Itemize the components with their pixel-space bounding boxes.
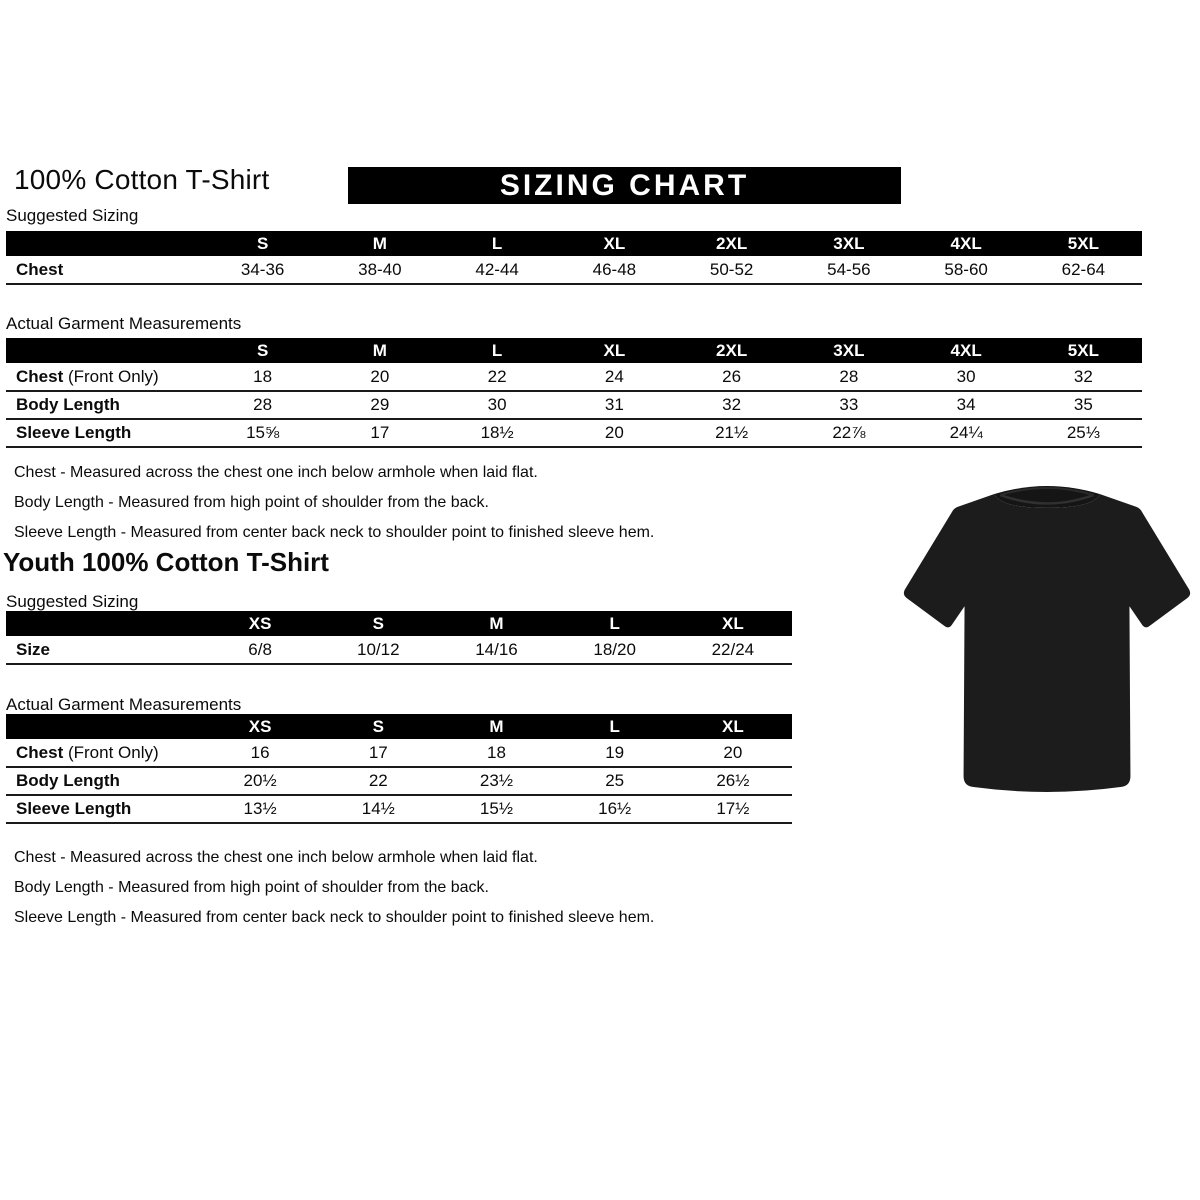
measurement-cell: 18 — [253, 366, 273, 386]
measurement-cell: 17 — [368, 742, 388, 762]
measurement-cell: 22/24 — [711, 639, 755, 659]
measurement-cell: 22 — [368, 771, 388, 790]
measurement-row — [6, 795, 792, 823]
measurement-cell: 34-36 — [240, 259, 285, 279]
size-header-cell: XS — [201, 714, 319, 739]
size-header-cell: XL — [556, 231, 673, 256]
measurement-cell: 17 — [370, 423, 390, 442]
measurement-cell: 18 — [487, 742, 506, 762]
measurement-cell: 58-60 — [944, 259, 988, 279]
measurement-cell: 20 — [604, 423, 624, 442]
size-header-cell: L — [439, 231, 556, 256]
measurement-cell: 16 — [250, 742, 270, 762]
measurement-cell: 18½ — [480, 423, 514, 442]
row-label: Body Length — [16, 771, 120, 790]
measurement-cell: 26 — [722, 366, 742, 386]
size-header-cell: XL — [674, 611, 792, 636]
measurement-cell: 18/20 — [593, 639, 636, 659]
measurement-cell: 15⅝ — [246, 423, 280, 442]
adult-measurement-notes — [14, 458, 654, 548]
size-header-cell: S — [204, 338, 321, 363]
header-spacer-cell — [6, 338, 204, 363]
size-header-cell: XL — [556, 338, 673, 363]
measurement-row — [6, 636, 792, 664]
adult-actual-measurements-label: Actual Garment Measurements — [6, 314, 242, 333]
youth-section-title: Youth 100% Cotton T-Shirt — [3, 547, 329, 577]
size-header-cell: L — [439, 338, 556, 363]
measurement-cell: 24 — [604, 366, 624, 386]
row-label: Sleeve Length — [16, 799, 132, 818]
measurement-cell: 14/16 — [475, 639, 518, 659]
measurement-cell: 22 — [487, 366, 507, 386]
measurement-row — [6, 419, 1142, 447]
size-header-row — [6, 714, 792, 739]
measurement-cell: 54-56 — [827, 259, 871, 279]
sizing-chart-banner-text: SIZING CHART — [499, 168, 750, 202]
measurement-cell: 50-52 — [709, 259, 754, 279]
measurement-cell: 21½ — [715, 423, 749, 442]
measurement-cell: 25⅓ — [1066, 423, 1100, 442]
size-header-cell: 4XL — [908, 231, 1025, 256]
note-line: Body Length - Measured from high point of shoulder from the back. — [14, 879, 489, 896]
adult-suggested-sizing-label: Suggested Sizing — [6, 206, 139, 225]
row-label: Body Length — [16, 395, 120, 414]
size-header-cell: 2XL — [673, 231, 790, 256]
measurement-cell: 29 — [370, 395, 390, 414]
note-line: Chest - Measured across the chest one inch below armhole when laid flat. — [14, 849, 538, 866]
black-tshirt-image — [898, 477, 1196, 809]
size-header-cell: M — [437, 714, 555, 739]
measurement-cell: 25 — [605, 771, 625, 790]
measurement-cell: 28 — [839, 366, 859, 386]
size-header-row — [6, 231, 1142, 256]
measurement-cell: 22⅞ — [832, 423, 866, 442]
size-header-cell: 5XL — [1025, 338, 1142, 363]
note-line: Sleeve Length - Measured from center back neck to shoulder point to finished sleeve hem. — [14, 909, 655, 926]
size-header-cell: S — [319, 611, 437, 636]
size-header-cell: XS — [201, 611, 319, 636]
size-header-row — [6, 338, 1142, 363]
measurement-cell: 24¼ — [949, 423, 983, 442]
measurement-cell: 46-48 — [592, 259, 637, 279]
measurement-cell: 26½ — [716, 771, 750, 790]
youth-measurement-notes — [14, 843, 654, 933]
measurement-row — [6, 256, 1142, 284]
row-label: Chest — [16, 259, 64, 279]
size-header-cell: 2XL — [673, 338, 790, 363]
measurement-cell: 16½ — [598, 799, 632, 818]
size-header-cell: L — [556, 611, 674, 636]
measurement-cell: 32 — [722, 395, 742, 414]
measurement-cell: 32 — [1073, 366, 1093, 386]
row-label: Chest (Front Only) — [16, 366, 159, 386]
measurement-cell: 28 — [253, 395, 273, 414]
size-header-cell: 4XL — [908, 338, 1025, 363]
row-label: Size — [16, 639, 51, 659]
size-header-cell: 3XL — [790, 338, 907, 363]
measurement-cell: 19 — [605, 742, 625, 762]
header-spacer-cell — [6, 231, 204, 256]
measurement-cell: 14½ — [361, 799, 395, 818]
measurement-cell: 62-64 — [1061, 259, 1106, 279]
measurement-cell: 13½ — [243, 799, 277, 818]
measurement-cell: 38-40 — [358, 259, 402, 279]
youth-suggested-sizing-table — [6, 611, 792, 665]
measurement-cell: 31 — [604, 395, 624, 414]
size-header-cell: M — [437, 611, 555, 636]
page-title: 100% Cotton T-Shirt — [14, 164, 270, 195]
size-header-cell: 5XL — [1025, 231, 1142, 256]
measurement-cell: 30 — [487, 395, 507, 414]
size-header-cell: M — [321, 338, 438, 363]
header-spacer-cell — [6, 714, 201, 739]
youth-actual-measurements-label: Actual Garment Measurements — [6, 695, 242, 714]
size-header-cell: XL — [674, 714, 792, 739]
size-header-row — [6, 611, 792, 636]
measurement-cell: 10/12 — [357, 639, 400, 659]
measurement-cell: 35 — [1073, 395, 1093, 414]
tshirt-graphic — [898, 477, 1196, 809]
note-line: Chest - Measured across the chest one inch below armhole when laid flat. — [14, 464, 538, 481]
size-header-cell: S — [204, 231, 321, 256]
row-label: Sleeve Length — [16, 423, 132, 442]
measurement-row — [6, 363, 1142, 391]
measurement-cell: 17½ — [716, 799, 750, 818]
adult-actual-measurements-table — [6, 338, 1142, 448]
measurement-row — [6, 739, 792, 767]
youth-suggested-sizing-label: Suggested Sizing — [6, 592, 139, 611]
sizing-chart-banner — [348, 167, 901, 204]
measurement-cell: 15½ — [479, 799, 514, 818]
measurement-cell: 33 — [839, 395, 859, 414]
row-label: Chest (Front Only) — [16, 742, 159, 762]
size-header-cell: S — [319, 714, 437, 739]
measurement-row — [6, 767, 792, 795]
note-line: Body Length - Measured from high point of shoulder from the back. — [14, 494, 489, 511]
measurement-cell: 6/8 — [248, 639, 272, 659]
measurement-cell: 20 — [723, 742, 743, 762]
note-line: Sleeve Length - Measured from center back neck to shoulder point to finished sleeve hem. — [14, 524, 655, 541]
size-header-cell: 3XL — [790, 231, 907, 256]
measurement-cell: 23½ — [479, 771, 514, 790]
measurement-cell: 20 — [370, 366, 390, 386]
header-spacer-cell — [6, 611, 201, 636]
size-header-cell: L — [556, 714, 674, 739]
youth-actual-measurements-table — [6, 714, 792, 824]
measurement-cell: 34 — [956, 395, 976, 414]
size-header-cell: M — [321, 231, 438, 256]
measurement-row — [6, 391, 1142, 419]
measurement-cell: 30 — [956, 366, 976, 386]
measurement-cell: 42-44 — [475, 259, 519, 279]
adult-suggested-sizing-table — [6, 231, 1142, 285]
measurement-cell: 20½ — [243, 771, 277, 790]
